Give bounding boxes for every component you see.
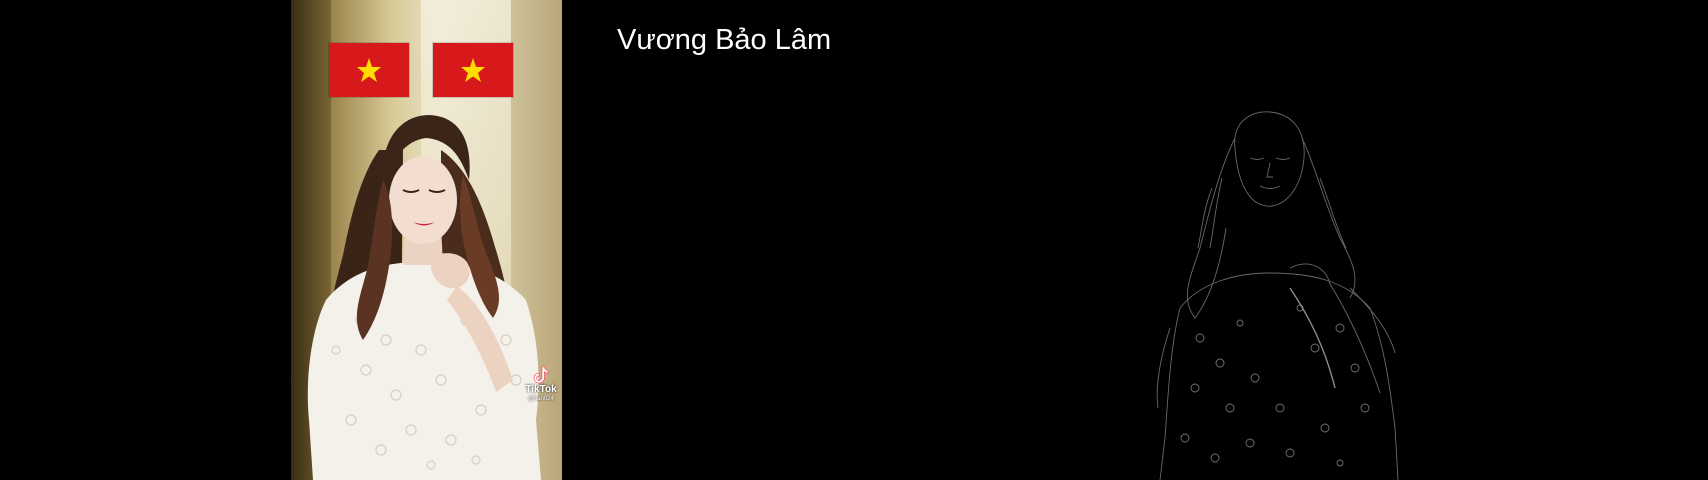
tiktok-watermark <box>523 366 559 403</box>
edge-sleeve <box>1157 288 1395 408</box>
vietnam-flag-icon <box>433 43 513 97</box>
vietnam-flag-icon <box>329 43 409 97</box>
edge-head <box>1235 112 1305 206</box>
tiktok-logo-icon <box>533 366 549 384</box>
edge-body-right <box>1370 308 1398 480</box>
tiktok-brand-text: TikTok <box>525 384 557 395</box>
edge-hair-right <box>1302 138 1355 298</box>
edge-eyes <box>1250 158 1290 160</box>
edge-shoulders <box>1180 273 1370 308</box>
edge-detected-silhouette <box>1140 108 1430 480</box>
edge-nose <box>1267 163 1273 177</box>
edge-mouth <box>1260 186 1280 189</box>
face <box>389 156 457 244</box>
edge-hair-left <box>1187 138 1235 318</box>
page-title: Vương Bảo Lâm <box>617 24 832 56</box>
star-icon <box>460 57 486 83</box>
tiktok-handle-text: @Ilan024 <box>528 396 554 402</box>
video-frame <box>291 0 562 480</box>
edge-lace <box>1181 305 1369 466</box>
star-icon <box>356 57 382 83</box>
edge-body-left <box>1160 308 1180 480</box>
edge-highlight <box>1290 288 1335 388</box>
